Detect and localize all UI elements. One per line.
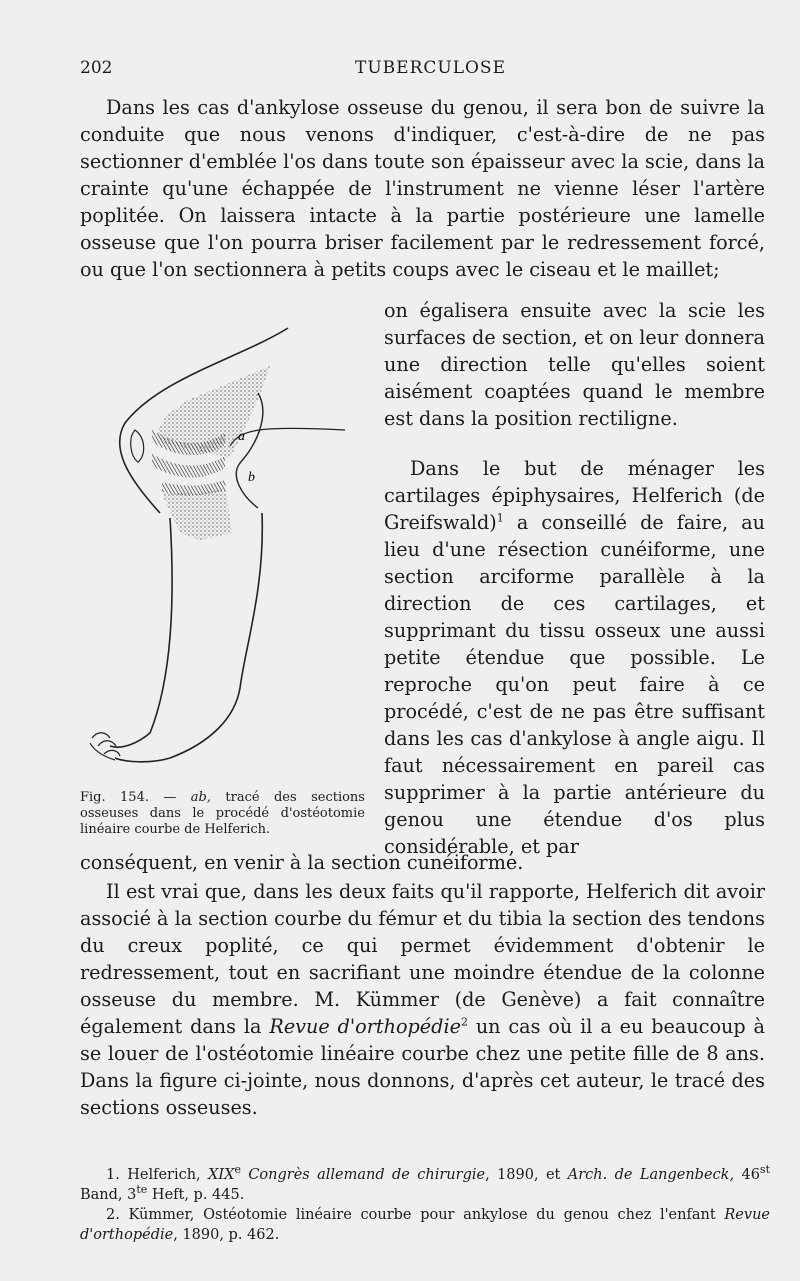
page-number: 202: [80, 58, 113, 78]
cartilage-band-lower: [152, 454, 225, 478]
footnote-2: 2. Kümmer, Ostéotomie linéaire courbe pour ankylose du genou chez l'enfant Revue d'orthopédie, 1890, p. 462.: [80, 1207, 770, 1243]
calf-back: [115, 513, 262, 762]
leg-osteotomy-illustration: [80, 318, 365, 778]
paragraph-1: Dans les cas d'ankylose osseuse du genou, il sera bon de suivre la conduite que nous venons d'indiquer, c'est-à-dire de ne pas sectionner d'emblée l'os dans toute son épaisseur avec la scie, dans la crainte qu'une échappée de l'instrument ne vienne léser l'artère poplitée. On laissera intacte à la partie postérieure une lamelle osseuse que l'on pourra briser facilement par le redressement forcé, ou que l'on sectionnera à petits coups avec le ciseau et le maillet;: [80, 96, 765, 281]
paragraph-4: conséquent, en venir à la section cunéiforme.: [80, 851, 524, 874]
paragraph-2: on égalisera ensuite avec la scie les surfaces de section, et on leur donnera une direction telle qu'elles soient aisément coaptées quand le membre est dans la position rectiligne.: [384, 299, 765, 430]
figure-caption: Fig. 154. — ab, tracé des sections osseuses dans le procédé d'ostéotomie linéaire courbe de Helferich.: [80, 790, 365, 837]
paragraph-3: Dans le but de ménager les cartilages épiphysaires, Helferich (de Greifswald)$^1$ a conseillé de faire, au lieu d'une résection cunéiforme, une section arciforme parallèle à la direction de ces cartilages, et supprimant du tissu osseux une aussi petite étendue que possible. Le reproche qu'on peut faire à ce procédé, c'est de ne pas être suffisant dans les cas d'ankylose à angle aigu. Il faut nécessairement en pareil cas supprimer à la partie antérieure du genou une étendue d'os plus considérable, et par: [384, 457, 765, 858]
journal-title: Revue d'orthopédie: [269, 1015, 461, 1038]
running-head: [80, 58, 780, 84]
paragraph-5: Il est vrai que, dans les deux faits qu'il rapporte, Helferich dit avoir associé à la section courbe du fémur et du tibia la section des tendons du creux poplité, ce qui permet évidemment d'obtenir le redressement, tout en sacrifiant une moindre étendue de la colonne osseuse du membre. M. Kümmer (de Genève) a fait connaître également dans la Revue d'orthopédie$^2$ un cas où il a eu beaucoup à se louer de l'ostéotomie linéaire courbe chez une petite fille de 8 ans. Dans la figure ci-jointe, nous donnons, d'après cet auteur, le tracé des sections osseuses.: [80, 880, 765, 1119]
tibia-bone: [162, 490, 232, 540]
label-a: a: [238, 429, 245, 444]
label-b: b: [248, 470, 255, 485]
footnote-1: 1. Helferich, XIXe Congrès allemand de chirurgie, 1890, et Arch. de Langenbeck, 46st Band, $3^{te}$ Heft, p. 445.: [80, 1163, 770, 1203]
running-title: TUBERCULOSE: [355, 58, 506, 78]
footnote-ref-1: 1: [496, 511, 504, 525]
shin-front: [110, 518, 172, 747]
leader-line-a: [230, 428, 345, 446]
footnote-ref-2: 2: [460, 1015, 468, 1029]
patella: [131, 430, 144, 462]
footnotes: [80, 1165, 770, 1245]
